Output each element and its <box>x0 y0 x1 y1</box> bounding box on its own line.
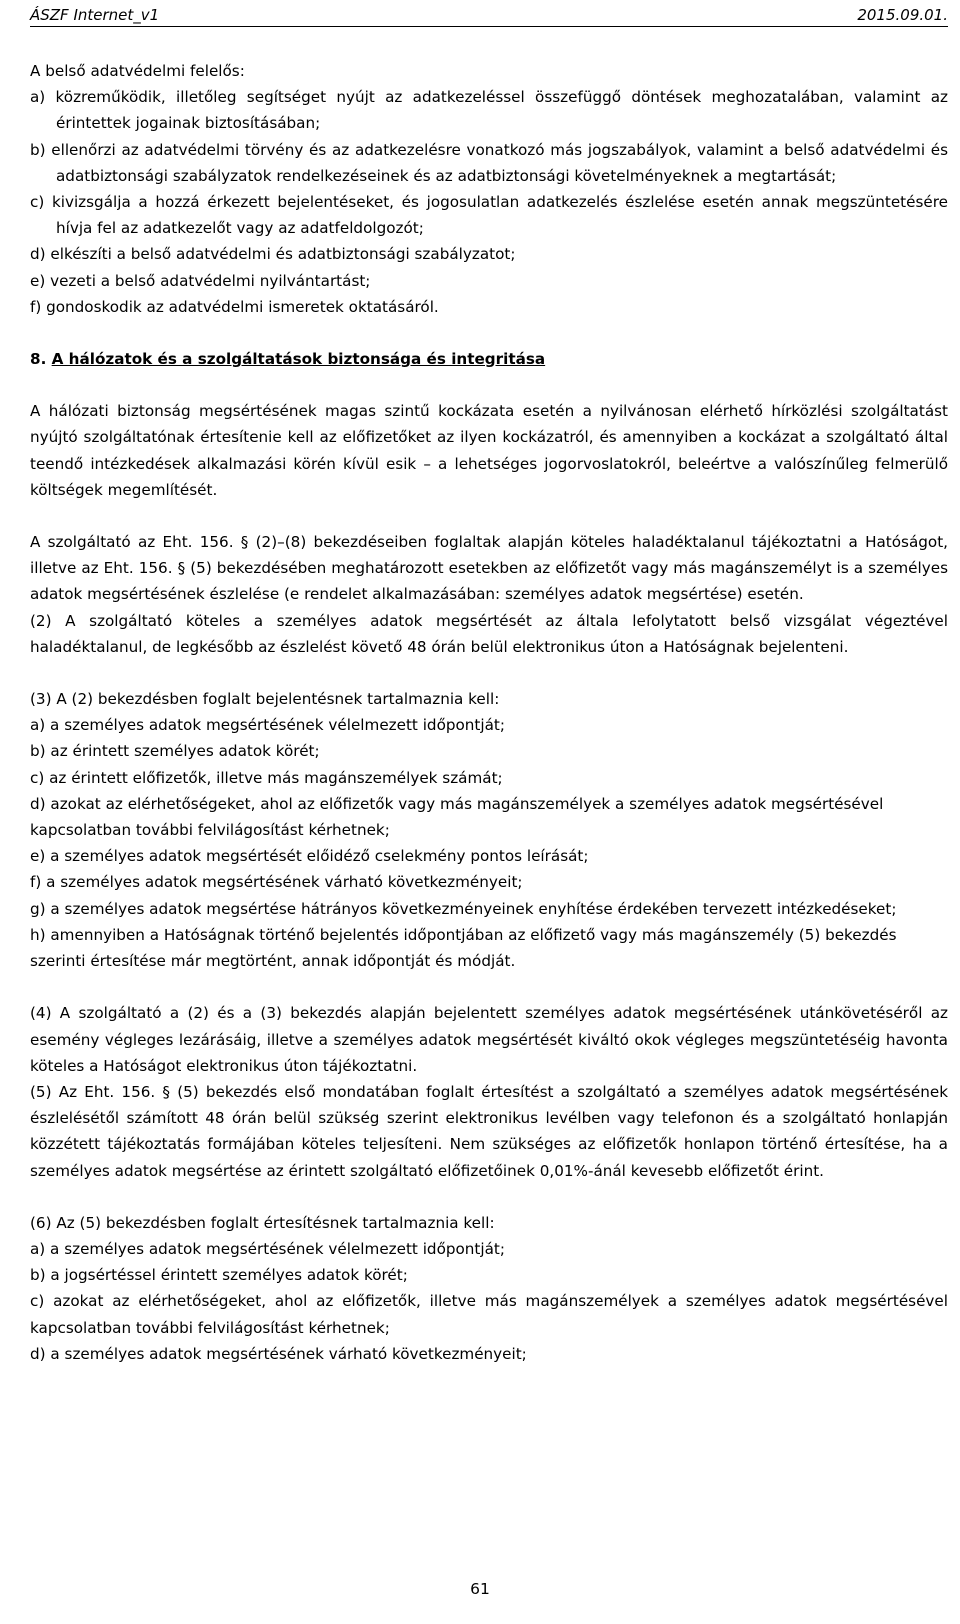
list-item: d) a személyes adatok megsértésének várható következményeit; <box>30 1344 527 1363</box>
list-item: a) közreműködik, illetőleg segítséget nyújt az adatkezeléssel összefüggő döntések meghozatalában, valamint az érintettek jogainak biztosításában; <box>30 88 948 133</box>
list-item: szerinti értesítése már megtörtént, annak időpontját és módját. <box>30 952 516 971</box>
list-item: c) az érintett előfizetők, illetve más magánszemélyek számát; <box>30 768 503 787</box>
page-header <box>30 4 948 27</box>
intro-list <box>30 84 948 320</box>
list-item: e) vezeti a belső adatvédelmi nyilvántartást; <box>30 271 371 290</box>
page-number: 61 <box>470 1580 490 1598</box>
document-date: 2015.09.01. <box>857 6 948 24</box>
document-title: ÁSZF Internet_v1 <box>30 6 160 24</box>
list-item: f) a személyes adatok megsértésének várható következményeit; <box>30 873 523 892</box>
paragraph: A szolgáltató az Eht. 156. § (2)–(8) bekezdéseiben foglaltak alapján köteles haladéktalanul tájékoztatni a Hatóságot, illetve az Eht. 156. § (5) bekezdésében meghatározott esetekben az előfizetőt vagy más magánszemélyt is a személyes adatok megsértésének észlelése (e rendelet alkalmazásában: személyes adatok megsértése) esetén. <box>30 533 948 604</box>
list-item: b) ellenőrzi az adatvédelmi törvény és az adatkezelésre vonatkozó más jogszabályok, valamint a belső adatvédelmi és adatbiztonsági szabályzatok rendelkezéseinek és az adatbiztonsági követelményeknek a megtartását; <box>30 140 948 185</box>
list-item: a) a személyes adatok megsértésének vélelmezett időpontját; <box>30 1239 505 1258</box>
list-item: kapcsolatban további felvilágosítást kérhetnek; <box>30 821 390 840</box>
list-item: h) amennyiben a Hatóságnak történő bejelentés időpontjában az előfizető vagy más magánszemély (5) bekezdés <box>30 925 897 944</box>
list-item: c) azokat az elérhetőségeket, ahol az előfizetők, illetve más magánszemélyek a személyes adatok megsértésével kapcsolatban további felvilágosítást kérhetnek; <box>30 1292 948 1337</box>
paragraph: (4) A szolgáltató a (2) és a (3) bekezdés alapján bejelentett személyes adatok megsértésének utánkövetéséről az esemény végleges lezárásáig, illetve a személyes adatok megsértését kiváltó okok végleges megszüntetéséig havonta köteles a Hatóságot elektronikus úton tájékoztatni. <box>30 1004 948 1075</box>
paragraph: A hálózati biztonság megsértésének magas szintű kockázata esetén a nyilvánosan elérhető hírközlési szolgáltatást nyújtó szolgáltatónak értesítenie kell az előfizetőket az ilyen kockázatról, és amennyiben a kockázat a szolgáltató által teendő intézkedések alkalmazási körén kívül esik – a lehetséges jogorvoslatokról, beleértve a valószínűleg felmerülő költségek megemlítését. <box>30 402 948 499</box>
paragraph: (5) Az Eht. 156. § (5) bekezdés első mondatában foglalt értesítést a szolgáltató a személyes adatok megsértésének észlelésétől számított 48 órán belül szükség szerint elektronikus levélben vagy telefonon és a szolgáltató honlapján közzétett tájékoztatás formájában köteles teljesíteni. Nem szükséges az előfizetők honlapon történő értesítése, ha a személyes adatok megsértése az érintett szolgáltató előfizetőinek 0,01%-ánál kevesebb előfizetőt érint. <box>30 1082 948 1180</box>
list-item: c) kivizsgálja a hozzá érkezett bejelentéseket, és jogosulatlan adatkezelés észlelése esetén annak megszüntetésére hívja fel az adatkezelőt vagy az adatfeldolgozót; <box>30 193 948 238</box>
list-item: d) elkészíti a belső adatvédelmi és adatbiztonsági szabályzatot; <box>30 245 516 264</box>
section-heading <box>30 346 948 372</box>
list-item: d) azokat az elérhetőségeket, ahol az előfizetők vagy más magánszemélyek a személyes adatok megsértésével <box>30 794 884 813</box>
intro-title: A belső adatvédelmi felelős: <box>30 62 245 80</box>
page-content <box>30 58 948 1367</box>
list-item: b) az érintett személyes adatok körét; <box>30 742 320 761</box>
list-item: b) a jogsértéssel érintett személyes adatok körét; <box>30 1266 408 1285</box>
paragraph: (2) A szolgáltató köteles a személyes adatok megsértését az általa lefolytatott belső vizsgálat végeztével haladéktalanul, de legkésőbb az észlelést követő 48 órán belül elektronikus úton a Hatóságnak bejelenteni. <box>30 611 948 656</box>
list-title: (3) A (2) bekezdésben foglalt bejelentésnek tartalmaznia kell: <box>30 690 500 709</box>
list-item: f) gondoskodik az adatvédelmi ismeretek oktatásáról. <box>30 297 439 316</box>
list-item: e) a személyes adatok megsértését előidéző cselekmény pontos leírását; <box>30 847 589 866</box>
section-number: 8. <box>30 350 47 369</box>
list-item: a) a személyes adatok megsértésének vélelmezett időpontját; <box>30 716 505 735</box>
section-title: A hálózatok és a szolgáltatások biztonsága és integritása <box>51 350 546 369</box>
list-title: (6) Az (5) bekezdésben foglalt értesítésnek tartalmaznia kell: <box>30 1213 495 1232</box>
list-item: g) a személyes adatok megsértése hátrányos következményeinek enyhítése érdekében tervezett intézkedéseket; <box>30 899 897 918</box>
